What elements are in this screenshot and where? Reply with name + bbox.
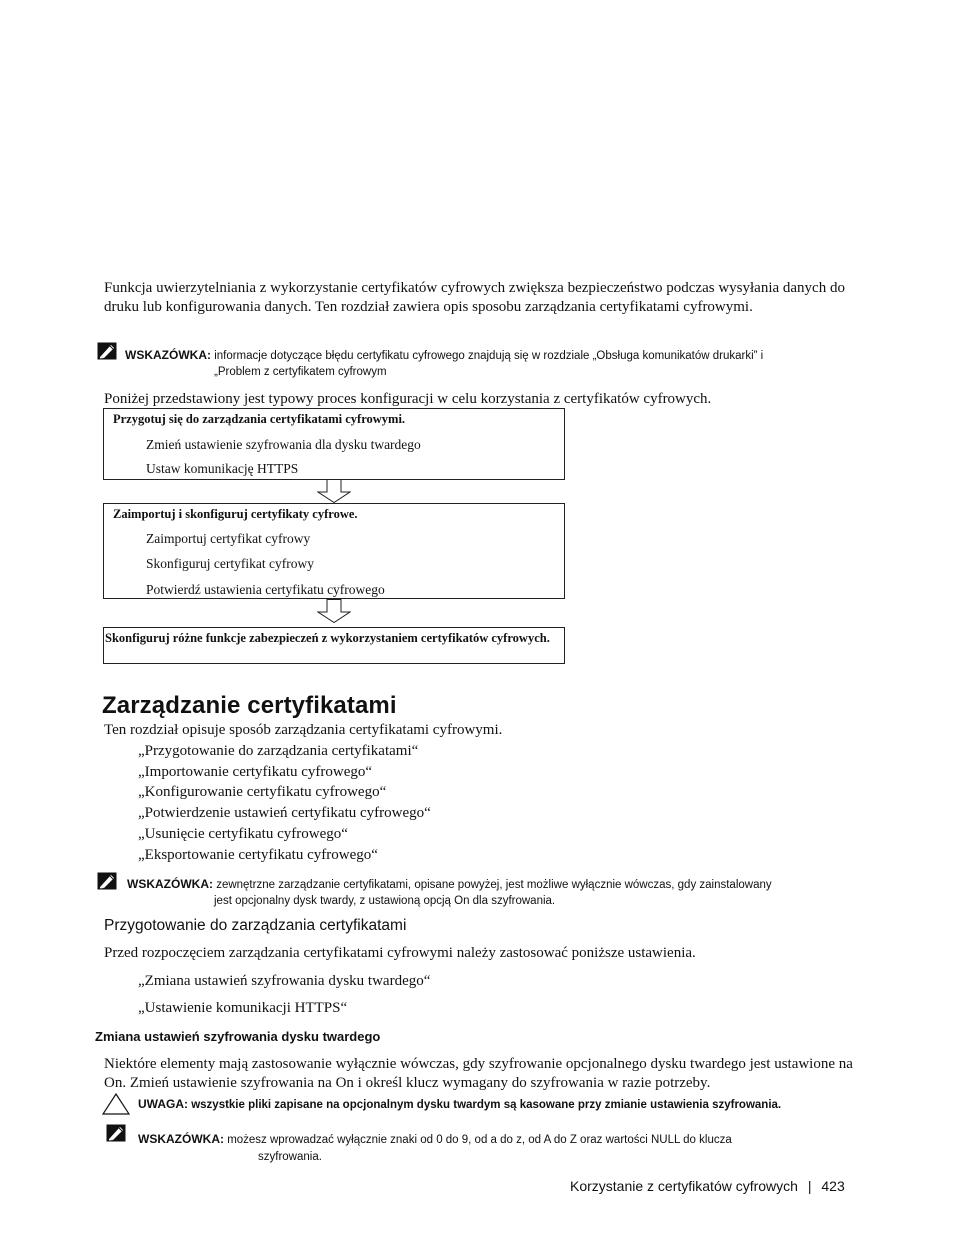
- note-1-line2: „Problem z certyfikatem cyfrowym: [214, 366, 387, 378]
- flow-box-item: Ustaw komunikację HTTPS: [146, 461, 299, 476]
- flow-box-item: Zmień ustawienie szyfrowania dla dysku twardego: [146, 437, 421, 452]
- note-text: informacje dotyczące błędu certyfikatu cyfrowego znajdują się w rozdziale „Obsługa komunikatów drukarki” i: [214, 350, 764, 362]
- caution-note: [138, 1096, 858, 1114]
- process-intro: Poniżej przedstawiony jest typowy proces konfiguracji w celu korzystania z certyfikatów cyfrowych.: [104, 391, 712, 407]
- subsubsection-body: Niektóre elementy mają zastosowanie wyłącznie wówczas, gdy szyfrowanie opcjonalnego dysku twardego jest ustawione na On. Zmień ustawienie szyfrowania na On i określ klucz wymagany do szyfrowania w razie potrzeby.: [104, 1056, 853, 1091]
- note-label: WSKAZÓWKA:: [125, 348, 211, 362]
- subsection-link-item[interactable]: „Zmiana ustawień szyfrowania dysku twardego“: [138, 973, 431, 989]
- caution-label: UWAGA:: [138, 1097, 188, 1111]
- section-link-item[interactable]: „Usunięcie certyfikatu cyfrowego“: [138, 826, 348, 842]
- flow-box-configure: [103, 627, 565, 664]
- flow-arrow-down-icon: [317, 479, 351, 503]
- section-intro: Ten rozdział opisuje sposób zarządzania certyfikatami cyfrowymi.: [104, 722, 503, 738]
- note-pencil-icon: [97, 342, 117, 360]
- subsection-title: Przygotowanie do zarządzania certyfikatami: [104, 917, 407, 934]
- note-pencil-icon: [106, 1124, 126, 1142]
- note-pencil-icon: [97, 872, 117, 890]
- intro-paragraph: Funkcja uwierzytelniania z wykorzystanie certyfikatów cyfrowych zwiększa bezpieczeństwo podczas wysyłania danych do druku lub konfigurowania danych. Ten rozdział zawiera opis sposobu zarządzania certyfikatami cyfrowymi.: [104, 280, 845, 315]
- flow-box-title: Zaimportuj i skonfiguruj certyfikaty cyfrowe.: [113, 507, 358, 521]
- section-link-item[interactable]: „Konfigurowanie certyfikatu cyfrowego“: [138, 784, 387, 800]
- section-link-item[interactable]: „Importowanie certyfikatu cyfrowego“: [138, 764, 373, 780]
- subsubsection-title: Zmiana ustawień szyfrowania dysku twardego: [95, 1029, 381, 1044]
- footer-separator: |: [807, 1178, 812, 1194]
- subsection-intro: Przed rozpoczęciem zarządzania certyfikatami cyfrowymi należy zastosować poniższe ustawienia.: [104, 945, 696, 961]
- note-3: [138, 1131, 858, 1149]
- caution-text: wszystkie pliki zapisane na opcjonalnym dysku twardym są kasowane przy zmianie ustawienia szyfrowania.: [191, 1099, 782, 1111]
- flow-box-prepare: [103, 408, 565, 480]
- note-text: zewnętrzne zarządzanie certyfikatami, opisane powyżej, jest możliwe wyłącznie wówczas, gdy zainstalowany: [216, 879, 772, 891]
- caution-triangle-icon: [102, 1093, 130, 1115]
- section-link-item[interactable]: „Eksportowanie certyfikatu cyfrowego“: [138, 847, 378, 863]
- subsection-link-item[interactable]: „Ustawienie komunikacji HTTPS“: [138, 1000, 348, 1016]
- note-1: [125, 347, 865, 365]
- section-title: Zarządzanie certyfikatami: [102, 692, 397, 719]
- note-label: WSKAZÓWKA:: [138, 1132, 224, 1146]
- flow-arrow-down-icon: [317, 599, 351, 623]
- flow-box-title: Skonfiguruj różne funkcje zabezpieczeń z wykorzystaniem certyfikatów cyfrowych.: [105, 631, 550, 645]
- section-link-item[interactable]: „Przygotowanie do zarządzania certyfikatami“: [138, 743, 419, 759]
- page-footer: [570, 1178, 845, 1194]
- note-text: możesz wprowadzać wyłącznie znaki od 0 do 9, od a do z, od A do Z oraz wartości NULL do klucza: [227, 1134, 732, 1146]
- flow-box-import: [103, 503, 565, 599]
- note-3-line2: szyfrowania.: [258, 1151, 322, 1163]
- footer-title: Korzystanie z certyfikatów cyfrowych: [570, 1178, 798, 1194]
- flow-box-item: Skonfiguruj certyfikat cyfrowy: [146, 556, 314, 571]
- flow-box-item: Potwierdź ustawienia certyfikatu cyfrowego: [146, 582, 385, 597]
- note-2: [127, 876, 867, 894]
- flow-box-item: Zaimportuj certyfikat cyfrowy: [146, 531, 311, 546]
- section-link-item[interactable]: „Potwierdzenie ustawień certyfikatu cyfrowego“: [138, 805, 431, 821]
- note-label: WSKAZÓWKA:: [127, 877, 213, 891]
- page-number: 423: [821, 1178, 845, 1194]
- note-2-line2: jest opcjonalny dysk twardy, z ustawioną opcją On dla szyfrowania.: [214, 895, 556, 907]
- flow-box-title: Przygotuj się do zarządzania certyfikatami cyfrowymi.: [113, 412, 406, 426]
